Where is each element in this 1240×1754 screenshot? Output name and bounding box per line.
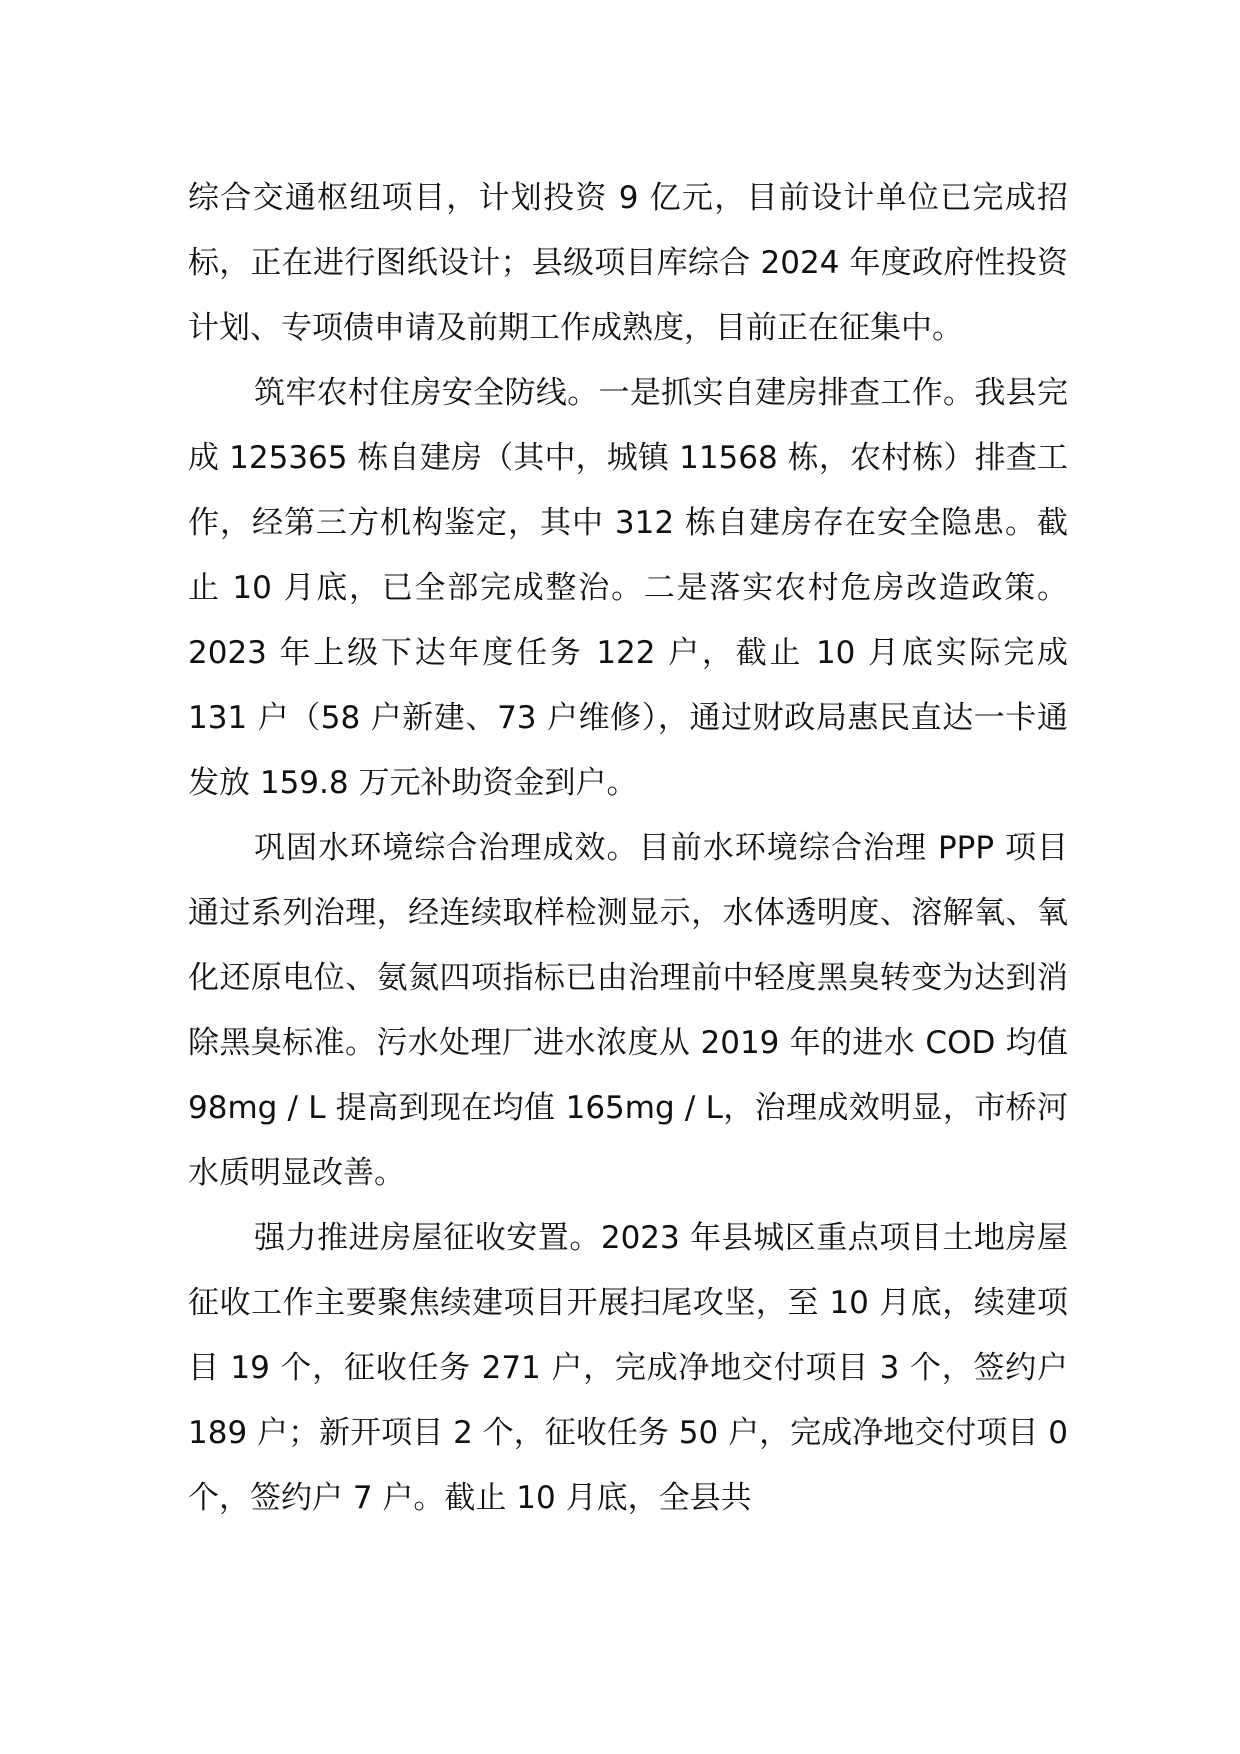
paragraph-housing-expropriation: 强力推进房屋征收安置。2023 年县城区重点项目土地房屋征收工作主要聚焦续建项目开展扫尾攻坚，至 10 月底，续建项目 19 个，征收任务 271 户，完成净地交付项目 3 个，签约户 189 户；新开项目 2 个，征收任务 50 户，完成净地交付项目 0 个，签约户 7 户。截止 10 月底，全县共 <box>188 1220 1068 1516</box>
paragraph-rural-housing-safety: 筑牢农村住房安全防线。一是抓实自建房排查工作。我县完成 125365 栋自建房（其中，城镇 11568 栋，农村栋）排查工作，经第三方机构鉴定，其中 312 栋自建房存在安全隐患。截止 10 月底，已全部完成整治。二是落实农村危房改造政策。2023 年上级下达年度任务 122 户，截止 10 月底实际完成 131 户（58 户新建、73 户维修），通过财政局惠民直达一卡通发放 159.8 万元补助资金到户。 <box>188 375 1068 801</box>
paragraph-water-environment: 巩固水环境综合治理成效。目前水环境综合治理 PPP 项目通过系列治理，经连续取样检测显示，水体透明度、溶解氧、氧化还原电位、氨氮四项指标已由治理前中轻度黑臭转变为达到消除黑臭标准。污水处理厂进水浓度从 2019 年的进水 COD 均值 98mg / L 提高到现在均值 165mg / L，治理成效明显，市桥河水质明显改善。 <box>188 830 1068 1191</box>
document-body <box>188 166 1068 1531</box>
paragraph-transport-project: 综合交通枢纽项目，计划投资 9 亿元，目前设计单位已完成招标，正在进行图纸设计；县级项目库综合 2024 年度政府性投资计划、专项债申请及前期工作成熟度，目前正在征集中。 <box>188 180 1068 346</box>
